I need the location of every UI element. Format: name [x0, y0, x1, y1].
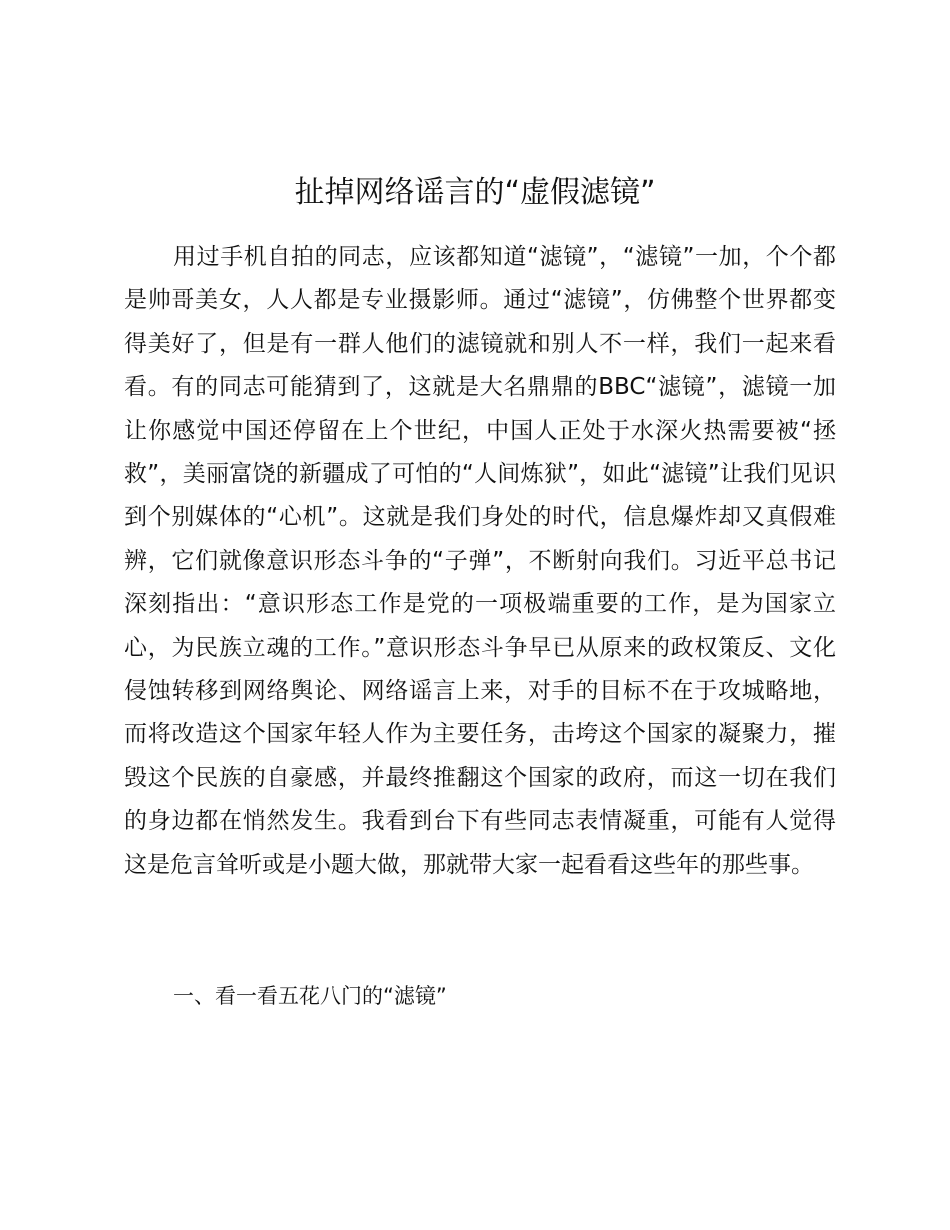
- section-heading: 一、看一看五花八门的“滤镜”: [173, 984, 447, 1008]
- body-paragraph: 用过手机自拍的同志，应该都知道“滤镜”，“滤镜”一加，个个都是帅哥美女，人人都是专业摄影师。通过“滤镜”，仿佛整个世界都变得美好了，但是有一群人他们的滤镜就和别人不一样，我们一起来看看。有的同志可能猜到了，这就是大名鼎鼎的BBC“滤镜”，滤镜一加让你感觉中国还停留在上个世纪，中国人正处于水深火热需要被“拯救”，美丽富饶的新疆成了可怕的“人间炼狱”，如此“滤镜”让我们见识到个别媒体的“心机”。这就是我们身处的时代，信息爆炸却又真假难辨，它们就像意识形态斗争的“子弹”，不断射向我们。习近平总书记深刻指出：“意识形态工作是党的一项极端重要的工作，是为国家立心，为民族立魂的工作。”意识形态斗争早已从原来的政权策反、文化侵蚀转移到网络舆论、网络谣言上来，对手的目标不在于攻城略地，而将改造这个国家年轻人作为主要任务，击垮这个国家的凝聚力，摧毁这个民族的自豪感，并最终推翻这个国家的政府，而这一切在我们的身边都在悄然发生。我看到台下有些同志表情凝重，可能有人觉得这是危言耸听或是小题大做，那就带大家一起看看这些年的那些事。: [124, 244, 836, 878]
- document-title: 扯掉网络谣言的“虚假滤镜”: [294, 175, 656, 210]
